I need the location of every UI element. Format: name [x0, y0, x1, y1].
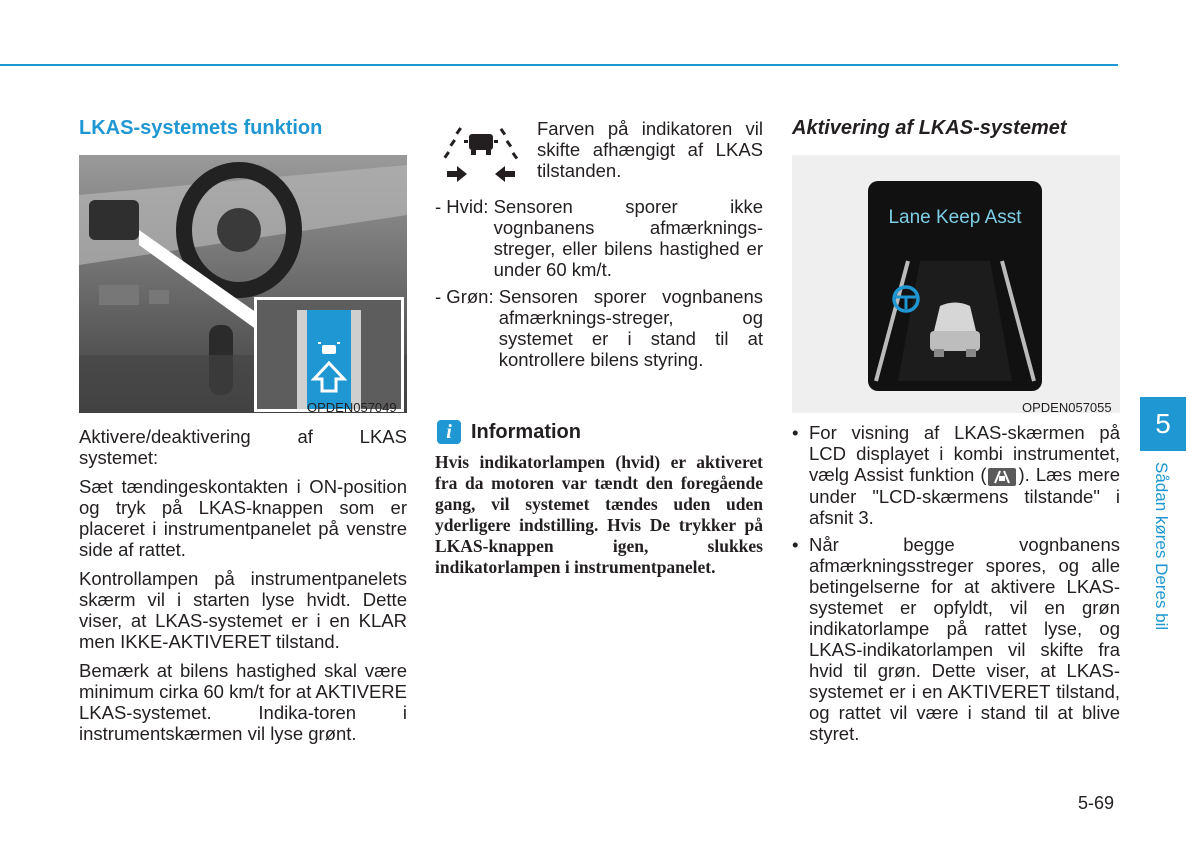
section-title-lkas-function: LKAS-systemets funktion — [79, 117, 323, 139]
header-rule — [0, 64, 1118, 66]
lcd-road-graphic — [868, 181, 1042, 391]
dashboard-illustration — [79, 155, 407, 413]
information-icon: i — [437, 420, 461, 444]
item-key: - Grøn: — [435, 286, 499, 307]
paragraph: Aktivere/deaktivering af LKAS systemet: — [79, 426, 407, 468]
information-title: Information — [471, 420, 581, 443]
item-text: Sensoren sporer ikke vognbanens afmærknings-streger, eller bilens hastighed er under 60 km/t. — [493, 196, 763, 280]
page-number: 5-69 — [1078, 793, 1115, 813]
figure-code-1: OPDEN057049 — [307, 400, 397, 415]
chapter-title: Sådan køres Deres bil — [1152, 462, 1171, 631]
paragraph: Sæt tændingeskontakten i ON-position og tryk på LKAS-knappen som er placeret i instrumentpanelet på venstre side af rattet. — [79, 476, 407, 560]
list-item — [435, 196, 763, 280]
item-text: Sensoren sporer vognbanens afmærknings-streger, og systemet er i stand til at kontrollere bilens styring. — [498, 286, 763, 370]
lcd-display-figure — [792, 155, 1120, 413]
indicator-description — [537, 118, 763, 189]
indicator-text: Farven på indikatoren vil skifte afhængigt af LKAS tilstanden. — [537, 118, 763, 181]
bullet-text: ). Læs mere under "LCD-skærmens tilstande" i afsnit 3. — [809, 464, 1120, 528]
paragraph: Kontrollampen på instrumentpanelets skærm vil i starten lyse hvidt. Dette viser, at LKAS-systemet er i en KLAR men IKKE-AKTIVERET tilstand. — [79, 568, 407, 652]
lkas-indicator-icon — [435, 120, 527, 188]
paragraph: Bemærk at bilens hastighed skal være minimum cirka 60 km/t for at AKTIVERE LKAS-systemet. Indika-toren i instrumentskærmen vil lyse grønt. — [79, 660, 407, 744]
figure-code-2: OPDEN057055 — [1022, 400, 1112, 415]
item-key: - Hvid: — [435, 196, 494, 217]
dashboard-photo — [79, 155, 407, 413]
activation-bullets — [792, 422, 1120, 750]
list-item: • Når begge vognbanens afmærkningsstreger spores, og alle betingelserne for at aktivere LKAS-systemet er opfyldt, vil en grøn indikatorlampe på rattet lyse, og LKAS-indikatorlampen vil skifte fra hvid til grøn. Dette viser, at LKAS-systemet er i en AKTIVERET tilstand, og rattet vil være i stand til at blive styret. — [792, 534, 1120, 744]
color-state-list — [435, 196, 763, 376]
chapter-tab: 5 — [1140, 397, 1186, 451]
list-item — [435, 286, 763, 370]
bullet-text: For visning af LKAS-skærmen på LCD displayet i kombi instrumentet, vælg Assist funktion ( — [809, 422, 1120, 485]
bullet-text: Når begge vognbanens afmærkningsstreger spores, og alle betingelserne for at aktivere LKAS-systemet er opfyldt, vil en grøn indikatorlampe på rattet lyse, og LKAS-indikatorlampen vil skifte fra hvid til grøn. Dette viser, at LKAS-systemet er i en AKTIVERET tilstand, og rattet vil være i stand til at blive styret. — [809, 534, 1120, 744]
lcd-screen — [868, 181, 1042, 391]
section1-body — [79, 426, 407, 752]
lane-assist-icon — [988, 468, 1016, 486]
information-text: Hvis indikatorlampen (hvid) er aktiveret fra da motoren var tændt den foregående gang, vil systemet tændes uden uden yderligere indstilling. Hvis De trykker på LKAS-knappen igen, slukkes indikatorlampen i instrumentpanelet. — [435, 452, 763, 577]
section-title-lkas-activation: Aktivering af LKAS-systemet — [792, 117, 1067, 139]
information-heading — [437, 420, 581, 444]
list-item: • For visning af LKAS-skærmen på LCD displayet i kombi instrumentet, vælg Assist funktion ( ). Læs mere under "LCD-skærmens tilstande" i afsnit 3. — [792, 422, 1120, 528]
lcd-label: Lane Keep Asst — [888, 207, 1022, 228]
